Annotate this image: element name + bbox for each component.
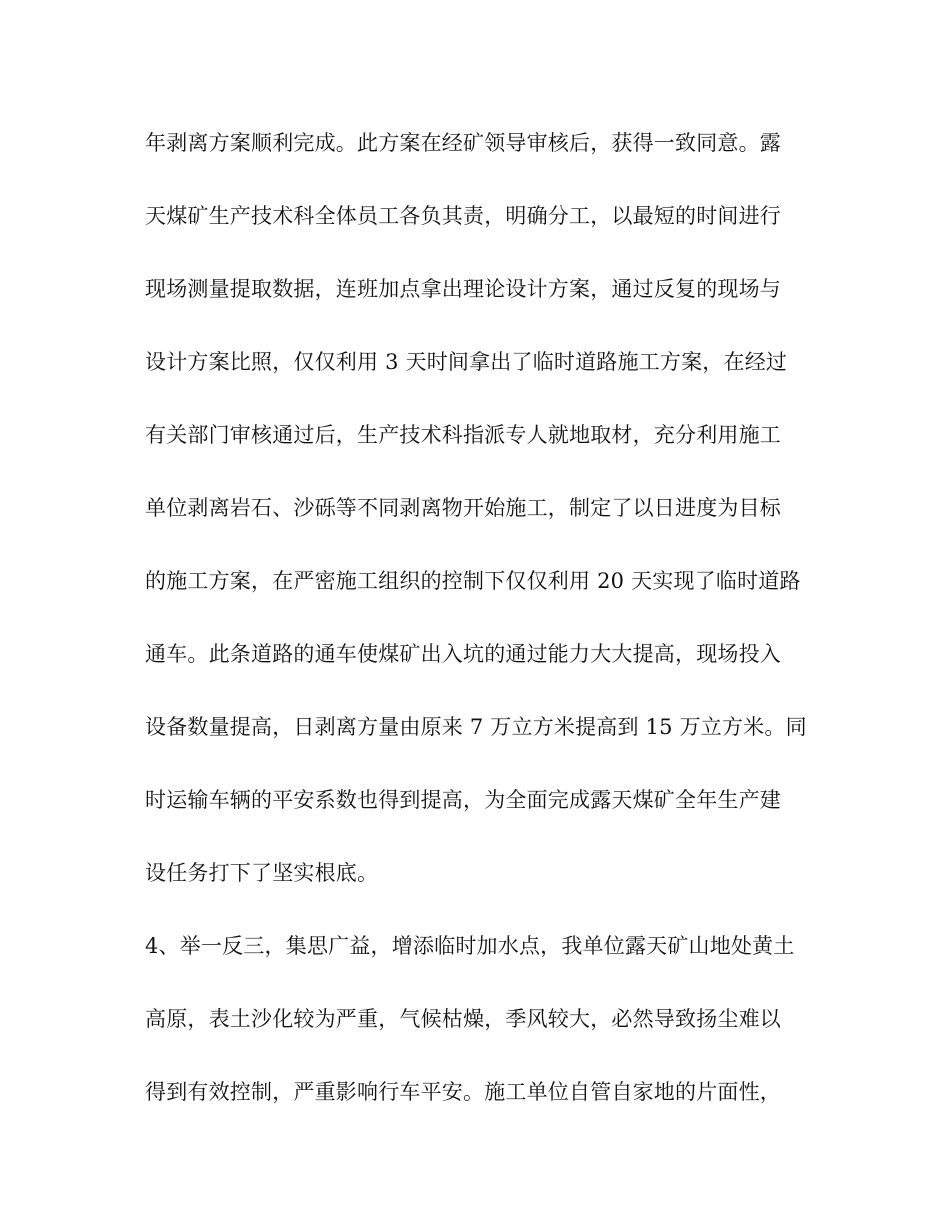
- text-line: 高原，表土沙化较为严重，气候枯燥，季风较大，必然导致扬尘难以: [145, 1007, 781, 1031]
- text-line: 4、举一反三，集思广益，增添临时加水点，我单位露天矿山地处黄土: [145, 934, 795, 958]
- text-line: 时运输车辆的平安系数也得到提高，为全面完成露天煤矿全年生产建: [145, 788, 781, 812]
- text-line: 有关部门审核通过后，生产技术科指派专人就地取材，充分利用施工: [145, 423, 781, 447]
- text-line: 通车。此条道路的通车使煤矿出入坑的通过能力大大提高，现场投入: [145, 642, 781, 666]
- text-line: 年剥离方案顺利完成。此方案在经矿领导审核后，获得一致同意。露: [145, 131, 781, 155]
- text-line: 的施工方案，在严密施工组织的控制下仅仅利用 20 天实现了临时道路: [145, 569, 801, 593]
- text-line: 得到有效控制，严重影响行车平安。施工单位自管自家地的片面性，: [145, 1080, 781, 1104]
- text-line: 单位剥离岩石、沙砾等不同剥离物开始施工，制定了以日进度为目标: [145, 496, 781, 520]
- text-line: 天煤矿生产技术科全体员工各负其责，明确分工，以最短的时间进行: [145, 204, 781, 228]
- text-line: 现场测量提取数据，连班加点拿出理论设计方案，通过反复的现场与: [145, 277, 781, 301]
- text-line: 设计方案比照，仅仅利用 3 天时间拿出了临时道路施工方案，在经过: [145, 350, 788, 374]
- text-line: 设任务打下了坚实根底。: [145, 861, 379, 885]
- text-line: 设备数量提高，日剥离方量由原来 7 万立方米提高到 15 万立方米。同: [145, 715, 807, 739]
